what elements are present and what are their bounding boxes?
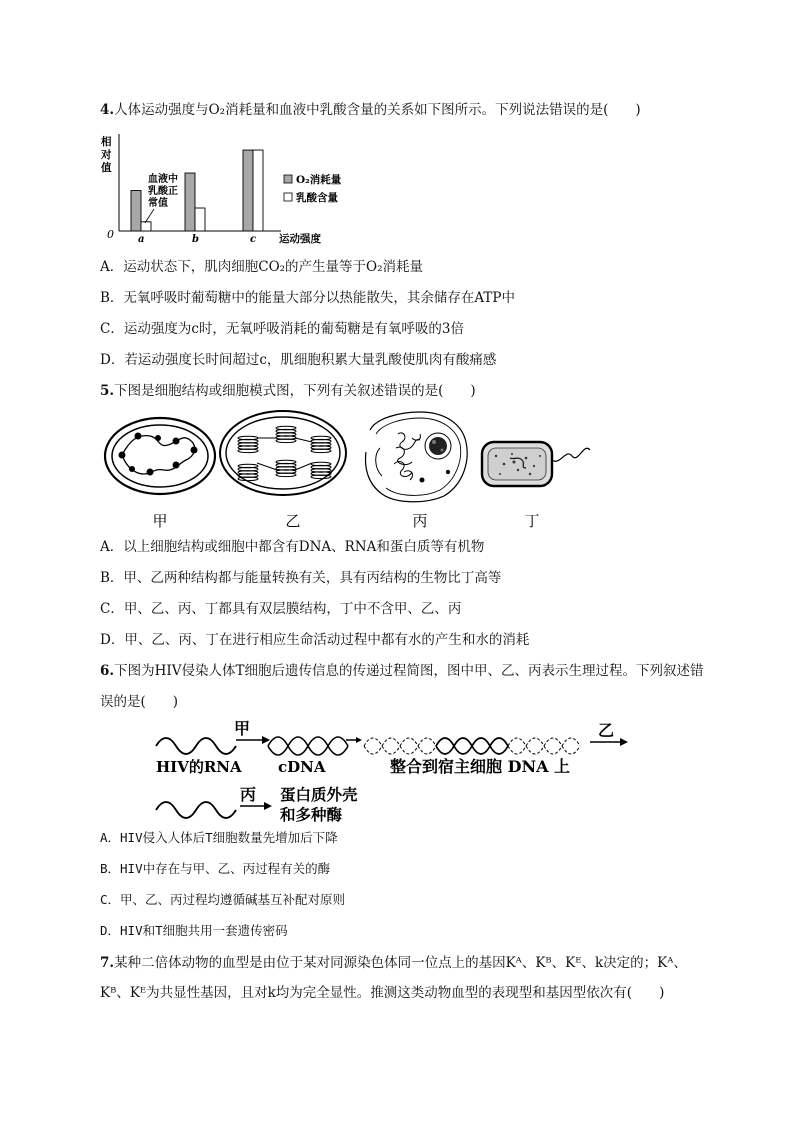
x-tick-b: b	[192, 234, 199, 245]
y-axis-label	[100, 135, 112, 174]
protein-label-1: 蛋白质外壳	[280, 785, 358, 804]
q4-bar-chart	[98, 130, 348, 248]
q6-option-a: A．HIV侵入人体后T细胞数量先增加后下降	[100, 830, 338, 845]
q6-option-d: D．HIV和T细胞共用一套遗传密码	[100, 923, 288, 938]
normal-lactate-label	[148, 172, 178, 209]
q5-option-c: C．甲、乙、丙、丁都具有双层膜结构，丁中不含甲、乙、丙	[100, 601, 462, 617]
x-tick-a: a	[138, 234, 145, 245]
arrow-jia-head	[262, 736, 270, 744]
legend	[284, 173, 342, 204]
bar-c-series-2	[253, 150, 263, 231]
q4-number: 4.	[100, 102, 115, 118]
label-bing: 丙	[412, 512, 428, 530]
q5-option-a: A．以上细胞结构或细胞中都含有DNA、RNA和蛋白质等有机物	[100, 539, 485, 555]
q4-option-a: A．运动状态下，肌肉细胞CO₂的产生量等于O₂消耗量	[100, 259, 424, 275]
q5-number: 5.	[100, 383, 115, 399]
q4-option-d: D．若运动强度长时间超过c，肌细胞积累大量乳酸使肌肉有酸痛感	[100, 352, 497, 368]
cdna-helix	[268, 737, 348, 755]
hiv-rna-strand	[156, 738, 236, 754]
q4-stem-text: 人体运动强度与O₂消耗量和血液中乳酸含量的关系如下图所示。下列说法错误的是( )	[114, 102, 641, 118]
cdna-label: cDNA	[278, 758, 326, 776]
normal-label-pointer	[145, 209, 154, 223]
q6-stem-line-2: 误的是( )	[100, 694, 179, 710]
label-ding: 丁	[524, 512, 540, 530]
integrate-label: 整合到宿主细胞 DNA 上	[390, 757, 571, 776]
q7-stem-line-2: Kᴮ、Kᴱ为共显性基因，且对k均为完全显性。推测这类动物血型的表现型和基因型依次有( )	[100, 985, 665, 1001]
hiv-info-transfer-diagram	[150, 714, 630, 826]
process-jia-label: 甲	[234, 719, 251, 738]
structure-yi	[220, 411, 346, 495]
q5-stem-text: 下图是细胞结构或细胞模式图，下列有关叙述错误的是( )	[114, 383, 476, 399]
normal-label-line-3: 常值	[148, 198, 168, 209]
legend-label-lactate: 乳酸含量	[296, 192, 338, 204]
bar-b-series-1	[185, 173, 195, 231]
x-axis-label: 运动强度	[279, 233, 321, 245]
legend-swatch-lactate	[284, 193, 292, 201]
normal-label-line-2: 乳酸正	[148, 186, 178, 197]
bar-a-series-1	[131, 191, 141, 231]
process-bing-label: 丙	[240, 785, 257, 804]
structure-bing	[366, 412, 468, 502]
normal-label-line-1: 血液中	[148, 174, 178, 185]
q6-option-c: C．甲、乙、丙过程均遵循碱基互补配对原则	[100, 892, 346, 907]
q6-stem-text-1: 下图为HIV侵染人体T细胞后遗传信息的传递过程简图，图中甲、乙、丙表示生理过程。下列叙述错	[114, 663, 704, 679]
bar-a-series-2	[141, 222, 151, 231]
cell-structures-figure	[100, 408, 600, 533]
q6-stem-line-1	[100, 662, 703, 680]
q4-stem	[100, 101, 641, 119]
q4-option-b: B．无氧呼吸时葡萄糖中的能量大部分以热能散失，其余储存在ATP中	[100, 290, 516, 306]
origin-label: 0	[107, 228, 114, 241]
legend-label-o2: O₂消耗量	[296, 174, 342, 186]
q6-number: 6.	[100, 663, 115, 679]
y-label-char-3: 值	[101, 162, 112, 174]
label-yi: 乙	[285, 512, 301, 530]
process-yi-label: 乙	[598, 721, 615, 740]
arrow-bing-head	[264, 802, 272, 810]
host-dna-helix	[364, 738, 580, 754]
legend-swatch-o2	[284, 175, 292, 183]
structure-jia	[105, 418, 215, 494]
mrna-strand	[156, 802, 236, 818]
y-label-char-1: 相	[101, 136, 112, 148]
q4-option-c: C．运动强度为c时，无氧呼吸消耗的葡萄糖是有氧呼吸的3倍	[100, 321, 464, 337]
q5-stem	[100, 382, 476, 400]
q5-option-b: B．甲、乙两种结构都与能量转换有关，具有丙结构的生物比丁高等	[100, 570, 502, 586]
x-tick-c: c	[250, 234, 257, 245]
arrow-integrate-head	[356, 737, 362, 743]
q7-text-1: 某种二倍体动物的血型是由位于某对同源染色体同一位点上的基因Kᴬ、Kᴮ、Kᴱ、k决定的；Kᴬ、	[114, 955, 687, 971]
q5-option-d: D．甲、乙、丙、丁在进行相应生命活动过程中都有水的产生和水的消耗	[100, 632, 530, 648]
structure-ding	[482, 442, 590, 486]
bar-c-series-1	[243, 150, 253, 231]
protein-label-2: 和多种酶	[280, 805, 343, 824]
q6-option-b: B．HIV中存在与甲、乙、丙过程有关的酶	[100, 861, 331, 876]
hiv-rna-label: HIV的RNA	[156, 758, 242, 776]
y-label-char-2: 对	[101, 149, 112, 161]
arrow-yi-head	[620, 738, 628, 746]
label-jia: 甲	[152, 512, 168, 530]
q7-number: 7.	[100, 955, 115, 971]
bar-b-series-2	[195, 208, 205, 231]
q7-stem-line-1	[100, 954, 687, 972]
